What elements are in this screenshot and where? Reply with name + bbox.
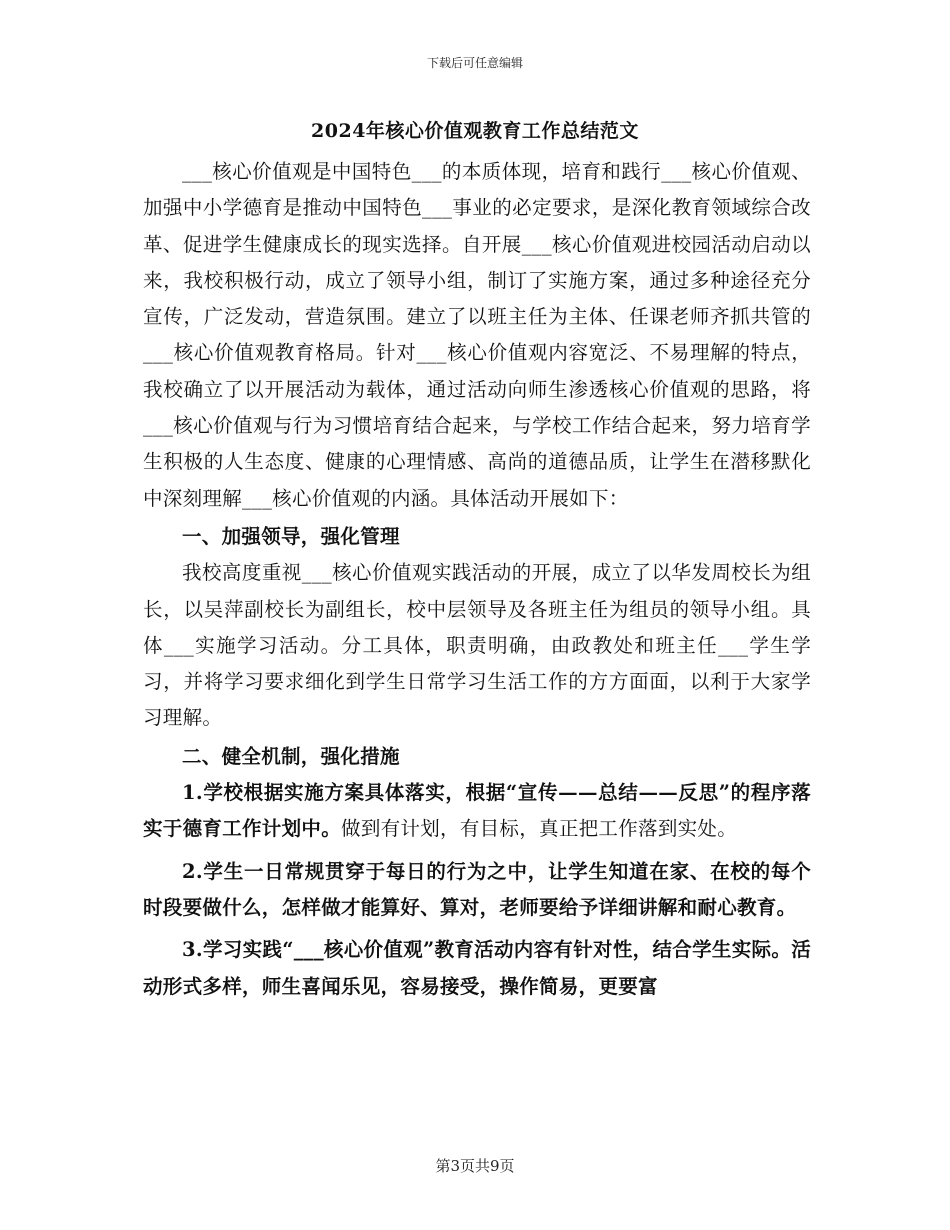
page-footer: 第3页共9页 [435, 1157, 515, 1175]
intro-paragraph: ___核心价值观是中国特色___的本质体现，培育和践行___核心价值观、加强中小学德育是推动中国特色___事业的必定要求，是深化教育领域综合改革、促进学生健康成长的现实选择。自开展___核心价值观进校园活动启动以来，我校积极行动，成立了领导小组，制订了实施方案，通过多种途径充分宣传，广泛发动，营造氛围。建立了以班主任为主体、任课老师齐抓共管的___核心价值观教育格局。针对___核心价值观内容宽泛、不易理解的特点，我校确立了以开展活动为载体，通过活动向师生渗透核心价值观的思路，将___核心价值观与行为习惯培育结合起来，与学校工作结合起来，努力培育学生积极的人生态度、健康的心理情感、高尚的道德品质，让学生在潜移默化中深刻理解___核心价值观的内涵。具体活动开展如下： [143, 160, 811, 510]
section-1-paragraph: 我校高度重视___核心价值观实践活动的开展，成立了以华发周校长为组长，以吴萍副校长为副组长，校中层领导及各班主任为组员的领导小组。具体___实施学习活动。分工具体，职责明确，由政教处和班主任___学生学习，并将学习要求细化到学生日常学习生活工作的方方面面，以利于大家学习理解。 [143, 561, 812, 730]
section-heading-2: 二、健全机制，强化措施 [182, 744, 400, 768]
list-item-1-rest: 做到有计划，有目标，真正把工作落到实处。 [341, 817, 738, 841]
header-note: 下载后可任意编辑 [426, 56, 523, 70]
list-item-3: 3.学习实践“___核心价值观”教育活动内容有针对性，结合学生实际。活动形式多样，师生喜闻乐见，容易接受，操作简易，更要富 [143, 938, 811, 998]
document-title: 2024年核心价值观教育工作总结范文 [311, 120, 639, 142]
list-item-1-bold: 1.学校根据实施方案具体落实，根据“宣传——总结——反思”的程序落实于德育工作计划中。 [143, 781, 811, 841]
section-heading-1: 一、加强领导，强化管理 [182, 524, 400, 548]
list-item-2: 2.学生一日常规贯穿于每日的行为之中，让学生知道在家、在校的每个时段要做什么，怎样做才能算好、算对，老师要给予详细讲解和耐心教育。 [143, 859, 811, 919]
list-item-1 [143, 775, 811, 848]
document-body [143, 154, 811, 1005]
